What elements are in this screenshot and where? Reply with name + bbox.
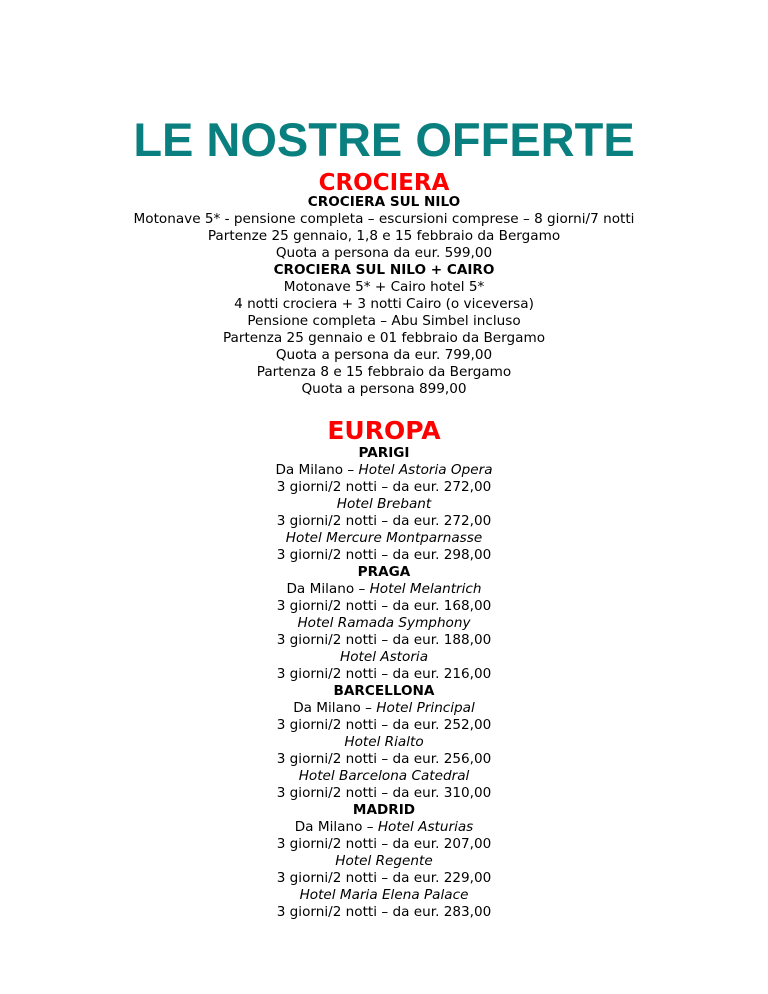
- offer-line: [0, 632, 768, 649]
- offer-line: [0, 296, 768, 313]
- offer-line: [0, 381, 768, 398]
- offer-title: [0, 445, 768, 462]
- offer-text: 3 giorni/2 notti – da eur. 283,00: [276, 904, 492, 920]
- offer-line: [0, 496, 768, 513]
- hotel-name: Hotel Ramada Symphony: [297, 615, 471, 631]
- offer-title: [0, 802, 768, 819]
- offer-text: Quota a persona da eur. 799,00: [275, 347, 493, 363]
- departure-label: Da Milano –: [275, 462, 359, 478]
- offer-text: Partenza 25 gennaio e 01 febbraio da Bergamo: [222, 330, 546, 346]
- offer-line: [0, 313, 768, 330]
- hotel-name: Hotel Principal: [376, 700, 475, 716]
- offer-line: [0, 751, 768, 768]
- offer-text: 3 giorni/2 notti – da eur. 216,00: [276, 666, 492, 682]
- offer-line: [0, 530, 768, 547]
- offer-title: [0, 262, 768, 279]
- offer-text: 3 giorni/2 notti – da eur. 168,00: [276, 598, 492, 614]
- offer-line: [0, 853, 768, 870]
- offer-line: [0, 245, 768, 262]
- hotel-name: Hotel Mercure Montparnasse: [285, 530, 483, 546]
- europa-offers: [0, 445, 768, 921]
- hotel-name: Hotel Regente: [335, 853, 433, 869]
- offer-text: 3 giorni/2 notti – da eur. 272,00: [276, 513, 492, 529]
- offer-line: [0, 228, 768, 245]
- offer-line: [0, 666, 768, 683]
- offer-text: 3 giorni/2 notti – da eur. 256,00: [276, 751, 492, 767]
- offer-line: [0, 734, 768, 751]
- offer-line: [0, 768, 768, 785]
- hotel-name: Hotel Brebant: [336, 496, 432, 512]
- hotel-name: Hotel Maria Elena Palace: [299, 887, 469, 903]
- offer-line: [0, 479, 768, 496]
- hotel-name: Hotel Rialto: [344, 734, 424, 750]
- offer-text: 3 giorni/2 notti – da eur. 298,00: [276, 547, 492, 563]
- offer-text: 3 giorni/2 notti – da eur. 272,00: [276, 479, 492, 495]
- offer-line: [0, 347, 768, 364]
- departure-label: Da Milano –: [294, 819, 378, 835]
- departure-label: Da Milano –: [286, 581, 370, 597]
- offer-text: 3 giorni/2 notti – da eur. 310,00: [276, 785, 492, 801]
- hotel-name: Hotel Astoria Opera: [358, 462, 493, 478]
- offer-title-text: CROCIERA SUL NILO + CAIRO: [273, 262, 495, 278]
- offer-title-text: PRAGA: [357, 564, 411, 580]
- offer-title: [0, 194, 768, 211]
- hotel-name: Hotel Astoria: [339, 649, 429, 665]
- page-title: LE NOSTRE OFFERTE: [133, 113, 635, 166]
- offer-line: [0, 819, 768, 836]
- crociera-offers: [0, 194, 768, 398]
- offer-line: [0, 887, 768, 904]
- hotel-name: Hotel Barcelona Catedral: [298, 768, 470, 784]
- offer-line: [0, 513, 768, 530]
- offer-title-text: MADRID: [352, 802, 416, 818]
- hotel-name: Hotel Melantrich: [369, 581, 482, 597]
- offer-text: Motonave 5* + Cairo hotel 5*: [283, 279, 485, 295]
- offer-line: [0, 211, 768, 228]
- offer-line: [0, 836, 768, 853]
- offer-line: [0, 462, 768, 479]
- offer-text: 3 giorni/2 notti – da eur. 252,00: [276, 717, 492, 733]
- offer-line: [0, 717, 768, 734]
- offer-line: [0, 615, 768, 632]
- offer-text: Partenze 25 gennaio, 1,8 e 15 febbraio da Bergamo: [207, 228, 561, 244]
- offer-line: [0, 649, 768, 666]
- offer-line: [0, 581, 768, 598]
- offer-text: Motonave 5* - pensione completa – escursioni comprese – 8 giorni/7 notti: [133, 211, 635, 227]
- offer-text: Partenza 8 e 15 febbraio da Bergamo: [256, 364, 512, 380]
- offer-line: [0, 279, 768, 296]
- offer-text: 3 giorni/2 notti – da eur. 188,00: [276, 632, 492, 648]
- offer-title: [0, 564, 768, 581]
- offer-line: [0, 870, 768, 887]
- offer-line: [0, 598, 768, 615]
- offer-title: [0, 683, 768, 700]
- section-heading-crociera: CROCIERA: [318, 170, 450, 196]
- offer-line: [0, 700, 768, 717]
- offer-text: Quota a persona da eur. 599,00: [275, 245, 493, 261]
- offer-line: [0, 330, 768, 347]
- offer-text: 3 giorni/2 notti – da eur. 229,00: [276, 870, 492, 886]
- offer-text: 3 giorni/2 notti – da eur. 207,00: [276, 836, 492, 852]
- section-heading-europa: EUROPA: [327, 416, 441, 445]
- offer-line: [0, 547, 768, 564]
- hotel-name: Hotel Asturias: [377, 819, 474, 835]
- departure-label: Da Milano –: [293, 700, 377, 716]
- offer-line: [0, 364, 768, 381]
- offer-line: [0, 785, 768, 802]
- offer-text: 4 notti crociera + 3 notti Cairo (o viceversa): [234, 296, 534, 312]
- offer-line: [0, 904, 768, 921]
- offer-text: Quota a persona 899,00: [301, 381, 467, 397]
- offer-text: Pensione completa – Abu Simbel incluso: [247, 313, 521, 329]
- offer-title-text: BARCELLONA: [333, 683, 435, 699]
- offer-title-text: CROCIERA SUL NILO: [307, 194, 461, 210]
- offer-title-text: PARIGI: [358, 445, 410, 461]
